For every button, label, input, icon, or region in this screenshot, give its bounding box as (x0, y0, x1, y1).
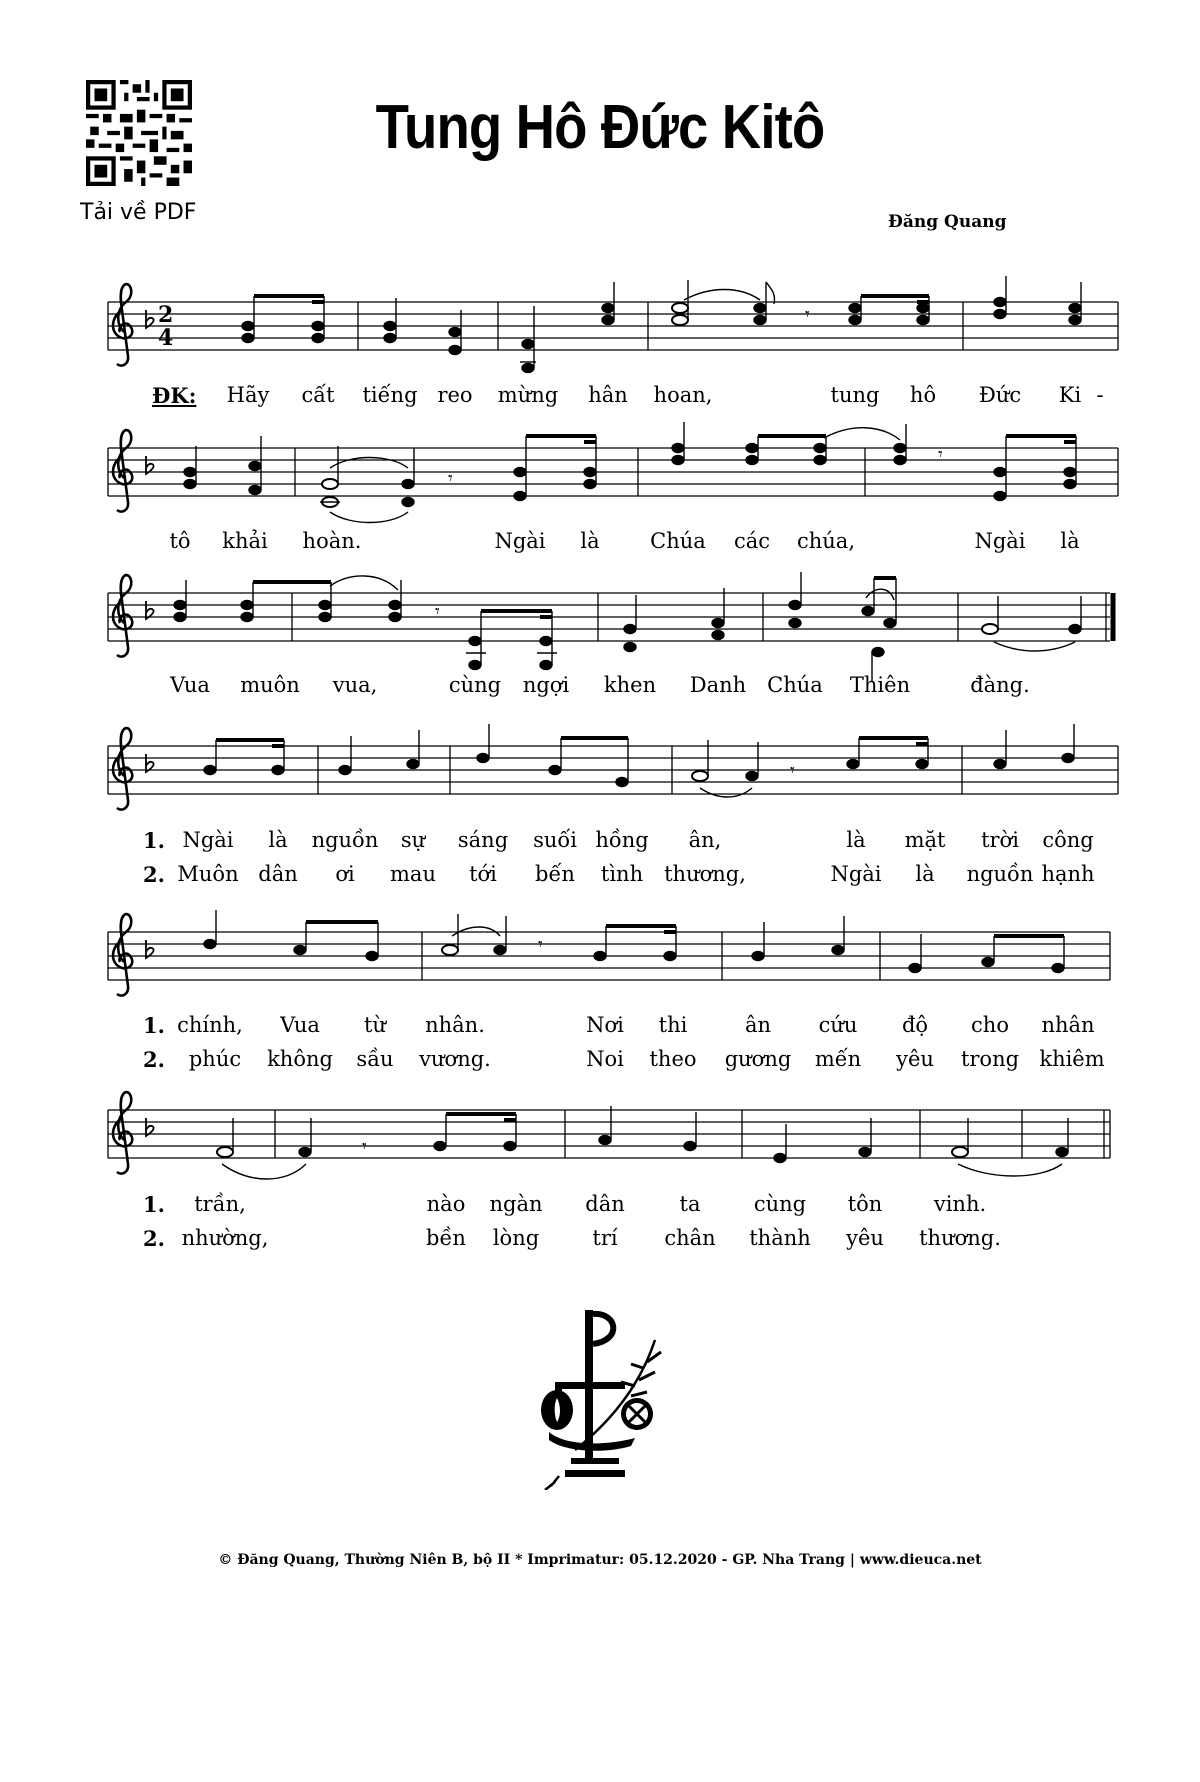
lyric-word: chính, (177, 1013, 243, 1037)
verse-label: 2. (143, 1047, 165, 1072)
lyrics-line-5-verse-1 (0, 1013, 1200, 1043)
lyric-word: công (1042, 828, 1094, 852)
lyric-word: vương. (419, 1047, 491, 1071)
staff-system-4 (108, 746, 1118, 794)
lyric-word: thương. (919, 1226, 1001, 1250)
lyric-word: cất (301, 383, 335, 407)
lyric-word: Danh (689, 673, 747, 697)
lyric-word: dân (258, 862, 298, 886)
svg-text:𝄾: 𝄾 (362, 1136, 367, 1157)
song-title: Tung Hô Đức Kitô (375, 93, 825, 162)
lyric-word: Ki (1058, 383, 1082, 407)
lyrics-line-6-verse-1 (0, 1192, 1200, 1222)
verse-label: 1. (143, 1192, 165, 1217)
verse-label: 2. (143, 862, 165, 887)
lyric-word: nhường, (181, 1226, 269, 1250)
lyric-word: sầu (356, 1047, 394, 1071)
lyric-word: mừng (497, 383, 559, 407)
lyric-word: muôn (240, 673, 300, 697)
key-flat (146, 1118, 154, 1136)
lyric-word: yêu (846, 1226, 884, 1250)
svg-text:𝄾: 𝄾 (938, 444, 943, 465)
lyric-word: bền (426, 1226, 466, 1250)
lyric-word: Nơi (586, 1013, 624, 1037)
lyric-word: sáng (457, 828, 509, 852)
lyric-word: khiêm (1039, 1047, 1105, 1071)
lyric-word: không (267, 1047, 333, 1071)
lyric-word: cùng (448, 673, 502, 697)
composer-name: Đăng Quang (888, 212, 1007, 232)
lyrics-line-6-verse-2 (0, 1226, 1200, 1256)
verse-label: 2. (143, 1226, 165, 1251)
lyric-word: nào (426, 1192, 466, 1216)
key-flat (146, 310, 154, 328)
lyric-word: đàng. (970, 673, 1030, 697)
lyric-word: vua, (332, 673, 378, 697)
lyric-word: vinh. (933, 1192, 987, 1216)
lyric-word: ơi (335, 862, 355, 886)
lyric-word: ân, (688, 828, 722, 852)
lyric-word: chúa, (796, 529, 856, 553)
lyric-word: Ngài (182, 828, 234, 852)
lyric-word: Đức (978, 383, 1022, 407)
lyric-word: reo (437, 383, 473, 407)
lyric-word: là (1060, 529, 1080, 553)
lyric-word: suối (533, 828, 577, 852)
lyrics-line-2 (0, 529, 1200, 559)
lyric-word: Noi (586, 1047, 624, 1071)
lyric-word: nhân (1041, 1013, 1095, 1037)
lyric-word: tình (600, 862, 644, 886)
notes-system-1 (242, 276, 1081, 373)
lyric-word: trí (592, 1226, 618, 1250)
lyric-word: theo (649, 1047, 697, 1071)
svg-text:𝄾: 𝄾 (435, 601, 440, 622)
lyric-word: các (733, 529, 771, 553)
download-pdf-label[interactable]: Tải về PDF (80, 200, 197, 225)
lyric-word: gương (724, 1047, 792, 1071)
treble-clef (113, 284, 132, 366)
lyric-word: chân (664, 1226, 716, 1250)
lyrics-line-4-verse-1 (0, 828, 1200, 858)
lyrics-line-3 (0, 673, 1200, 703)
lyric-word: hạnh (1041, 862, 1095, 886)
notes-system-3 (174, 572, 1081, 682)
lyric-word: nguồn (966, 862, 1034, 886)
lyric-word: hồng (595, 828, 649, 852)
lyric-word: khải (222, 529, 268, 553)
verse-label: 1. (143, 1013, 165, 1038)
lyric-word: nhân. (425, 1013, 485, 1037)
lyric-word: trong (960, 1047, 1020, 1071)
svg-text:𝄾: 𝄾 (805, 304, 810, 325)
lyrics-line-5-verse-2 (0, 1047, 1200, 1077)
treble-clef (113, 914, 132, 996)
lyric-word: cho (971, 1013, 1009, 1037)
lyric-word: thương, (664, 862, 746, 886)
copyright-footer: © Đăng Quang, Thường Niên B, bộ II * Imprimatur: 05.12.2020 - GP. Nha Trang | www.dieuca.net (218, 1552, 982, 1568)
lyric-word: dân (585, 1192, 625, 1216)
notes-system-5 (204, 910, 1064, 973)
time-sig-top: 2 (158, 302, 174, 328)
lyric-word: trời (981, 828, 1019, 852)
lyric-word: tung (830, 383, 880, 407)
lyric-word: tô (169, 529, 191, 553)
lyric-word: từ (364, 1013, 386, 1037)
svg-text:𝄾: 𝄾 (538, 934, 543, 955)
lyric-word: là (915, 862, 935, 886)
key-flat (146, 456, 154, 474)
lyric-word: ta (679, 1192, 701, 1216)
lyric-word: mến (814, 1047, 862, 1071)
lyric-word: Chúa (767, 673, 823, 697)
lyric-word: tiếng (362, 383, 418, 407)
svg-text:𝄾: 𝄾 (790, 760, 795, 781)
lyric-hyphen: - (1096, 383, 1104, 407)
lyric-word: Chúa (650, 529, 706, 553)
lyric-word: Vua (170, 673, 210, 697)
key-flat (146, 940, 154, 958)
verse-label: 1. (143, 828, 165, 853)
lyric-word: thành (749, 1226, 811, 1250)
lyric-word: Hãy (226, 383, 270, 407)
lyrics-line-1 (0, 383, 1200, 413)
treble-clef (113, 575, 132, 657)
staff-system-5 (108, 932, 1110, 980)
lyric-word: cứu (818, 1013, 858, 1037)
lyric-word: hân (588, 383, 628, 407)
lyric-word: cùng (753, 1192, 807, 1216)
lyric-word: Ngài (830, 862, 882, 886)
lyric-word: độ (901, 1013, 929, 1037)
lyric-word: mặt (904, 828, 946, 852)
lyric-word: tôn (847, 1192, 883, 1216)
chorus-label: ĐK: (152, 383, 197, 408)
staff-system-3 (108, 593, 1113, 641)
lyrics-line-4-verse-2 (0, 862, 1200, 892)
lyric-word: phúc (188, 1047, 242, 1071)
time-sig-bottom: 4 (158, 325, 174, 351)
lyric-word: mau (390, 862, 436, 886)
chi-rho-cross-icon (535, 1310, 675, 1490)
lyric-word: Vua (280, 1013, 320, 1037)
lyric-word: sự (400, 828, 426, 852)
lyric-word: Ngài (974, 529, 1026, 553)
lyric-word: Ngài (494, 529, 546, 553)
lyric-word: là (268, 828, 288, 852)
lyric-word: hoàn. (302, 529, 362, 553)
lyric-word: nguồn (311, 828, 379, 852)
lyric-word: là (846, 828, 866, 852)
lyric-word: trần, (194, 1192, 246, 1216)
lyric-word: thi (658, 1013, 688, 1037)
key-flat (146, 754, 154, 772)
lyric-word: yêu (896, 1047, 934, 1071)
lyric-word: hô (909, 383, 937, 407)
treble-clef (113, 1092, 132, 1174)
lyric-word: ngàn (489, 1192, 543, 1216)
lyric-word: bến (535, 862, 575, 886)
lyric-word: Thiên (849, 673, 911, 697)
lyric-word: khen (603, 673, 657, 697)
lyric-word: ân (744, 1013, 772, 1037)
svg-text:𝄾: 𝄾 (448, 468, 453, 489)
lyric-word: hoan, (653, 383, 713, 407)
notes-system-4 (204, 724, 1074, 797)
notes-system-6 (217, 1106, 1068, 1179)
lyric-word: lòng (492, 1226, 540, 1250)
lyric-word: Muôn (177, 862, 239, 886)
treble-clef (113, 728, 132, 810)
key-flat (146, 601, 154, 619)
lyric-word: tới (469, 862, 497, 886)
lyric-word: là (580, 529, 600, 553)
treble-clef (113, 430, 132, 512)
lyric-word: ngợi (522, 673, 570, 697)
